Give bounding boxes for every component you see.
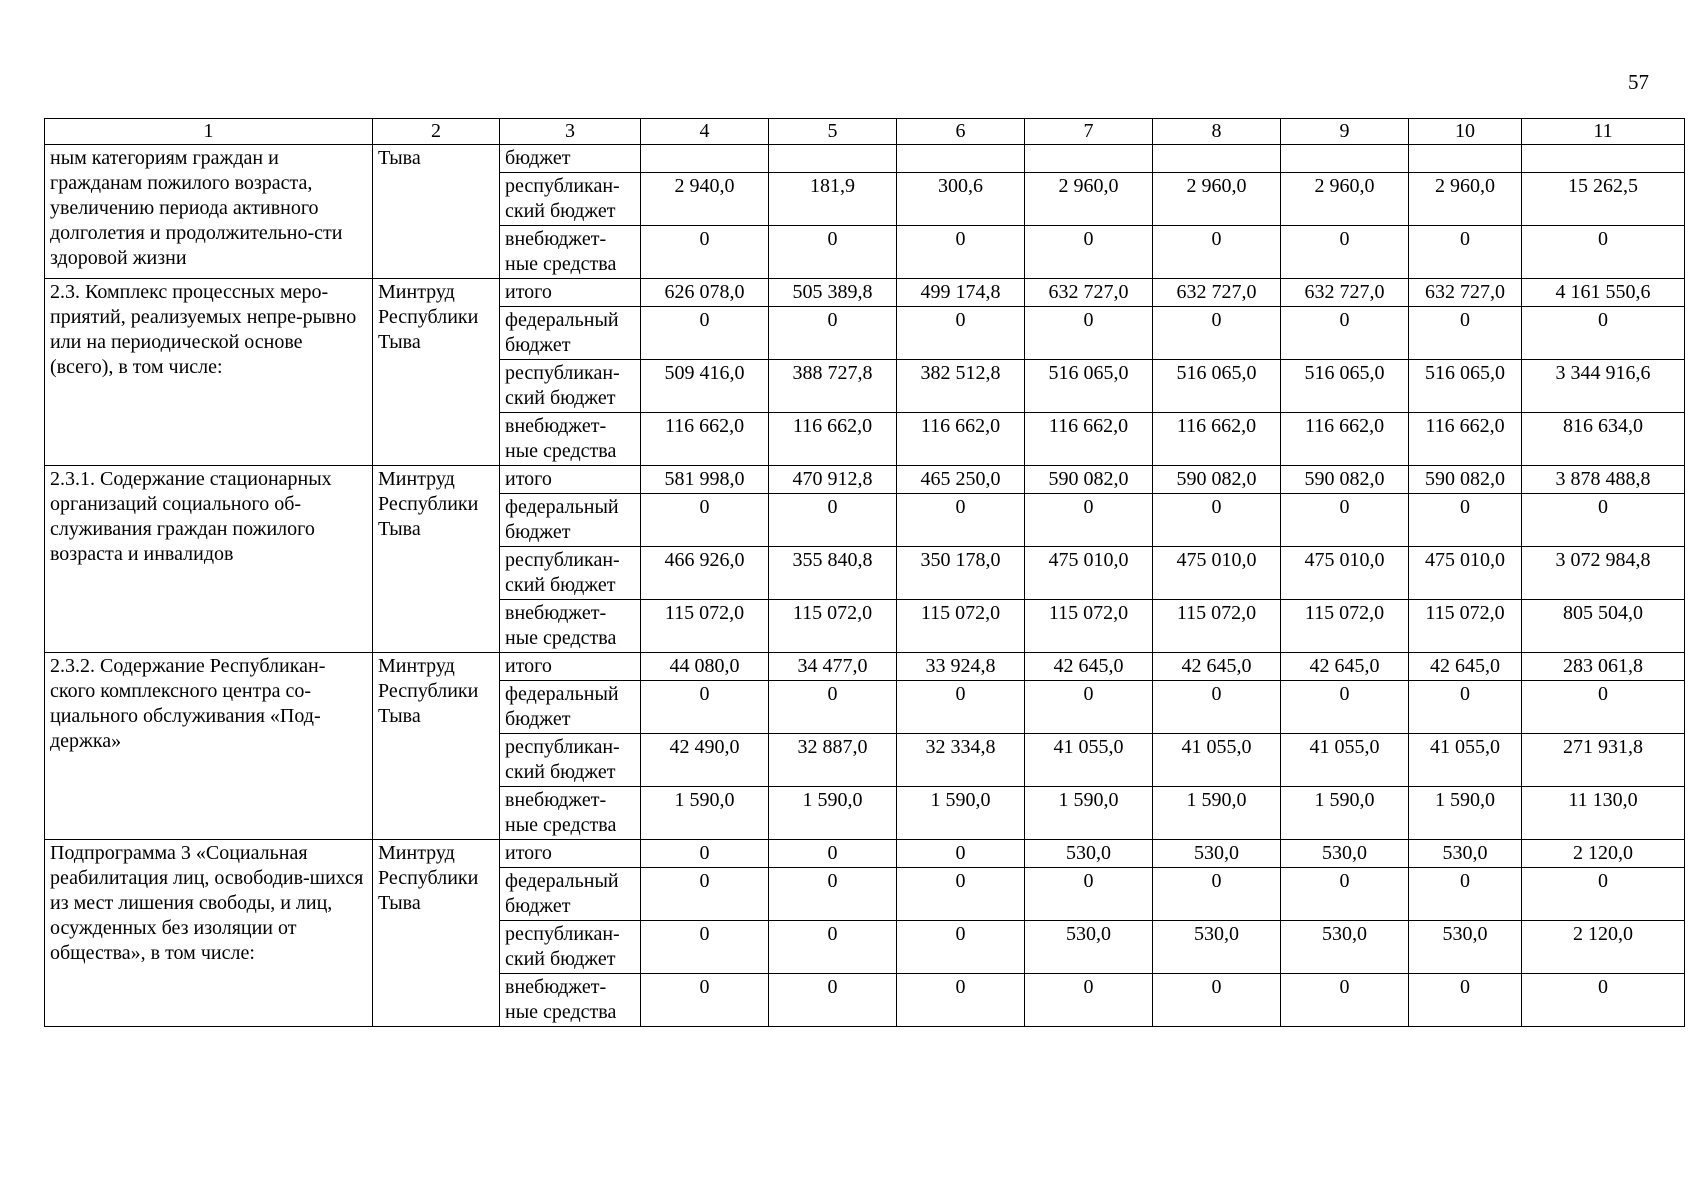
amount-cell: 271 931,8 — [1522, 734, 1685, 787]
amount-cell: 115 072,0 — [769, 600, 897, 653]
amount-cell: 0 — [1281, 226, 1409, 279]
amount-cell: 0 — [641, 868, 769, 921]
amount-cell: 0 — [897, 226, 1025, 279]
amount-cell: 382 512,8 — [897, 360, 1025, 413]
amount-cell: 505 389,8 — [769, 279, 897, 307]
executor: Минтруд Республики Тыва — [373, 279, 500, 466]
executor: Минтруд Республики Тыва — [373, 653, 500, 840]
activity-name: 2.3. Комплекс процессных меро-приятий, реализуемых непре-рывно или на периодической основе (всего), в том числе: — [45, 279, 373, 466]
column-number: 5 — [769, 119, 897, 145]
page-number: 57 — [1628, 70, 1649, 94]
amount-cell: 34 477,0 — [769, 653, 897, 681]
funding-source: федеральный бюджет — [500, 307, 641, 360]
amount-cell — [1025, 145, 1153, 173]
amount-cell: 11 130,0 — [1522, 787, 1685, 840]
funding-source: внебюджет-ные средства — [500, 787, 641, 840]
amount-cell: 115 072,0 — [641, 600, 769, 653]
funding-source: бюджет — [500, 145, 641, 173]
amount-cell — [1409, 145, 1522, 173]
amount-cell: 350 178,0 — [897, 547, 1025, 600]
amount-cell: 2 960,0 — [1153, 173, 1281, 226]
amount-cell: 2 120,0 — [1522, 840, 1685, 868]
funding-source: федеральный бюджет — [500, 681, 641, 734]
table-row — [45, 466, 1685, 494]
funding-source: итого — [500, 840, 641, 868]
amount-cell: 0 — [641, 226, 769, 279]
column-number-row — [45, 119, 1685, 145]
amount-cell: 0 — [641, 681, 769, 734]
amount-cell: 516 065,0 — [1281, 360, 1409, 413]
amount-cell: 0 — [1281, 494, 1409, 547]
amount-cell: 0 — [1025, 868, 1153, 921]
amount-cell: 530,0 — [1281, 921, 1409, 974]
column-number: 4 — [641, 119, 769, 145]
amount-cell: 0 — [1153, 226, 1281, 279]
amount-cell: 283 061,8 — [1522, 653, 1685, 681]
amount-cell: 530,0 — [1025, 921, 1153, 974]
funding-source: республикан-ский бюджет — [500, 734, 641, 787]
amount-cell: 3 344 916,6 — [1522, 360, 1685, 413]
budget-table — [44, 118, 1685, 1027]
amount-cell: 0 — [1153, 974, 1281, 1027]
amount-cell: 116 662,0 — [897, 413, 1025, 466]
amount-cell: 0 — [897, 840, 1025, 868]
amount-cell: 0 — [897, 494, 1025, 547]
amount-cell: 0 — [1281, 974, 1409, 1027]
amount-cell — [1522, 145, 1685, 173]
amount-cell: 0 — [1281, 868, 1409, 921]
table-row — [45, 840, 1685, 868]
activity-name: 2.3.1. Содержание стационарных организаций социального об-служивания граждан пожилого возраста и инвалидов — [45, 466, 373, 653]
funding-source: итого — [500, 279, 641, 307]
column-number: 2 — [373, 119, 500, 145]
amount-cell: 0 — [1153, 868, 1281, 921]
amount-cell: 0 — [897, 921, 1025, 974]
amount-cell: 475 010,0 — [1409, 547, 1522, 600]
amount-cell: 0 — [1522, 681, 1685, 734]
column-number: 11 — [1522, 119, 1685, 145]
amount-cell: 0 — [897, 974, 1025, 1027]
column-number: 10 — [1409, 119, 1522, 145]
amount-cell: 632 727,0 — [1281, 279, 1409, 307]
amount-cell — [1281, 145, 1409, 173]
amount-cell: 115 072,0 — [1409, 600, 1522, 653]
amount-cell: 0 — [1025, 226, 1153, 279]
amount-cell: 41 055,0 — [1281, 734, 1409, 787]
amount-cell: 0 — [769, 226, 897, 279]
amount-cell: 42 645,0 — [1153, 653, 1281, 681]
amount-cell: 115 072,0 — [1281, 600, 1409, 653]
amount-cell: 0 — [897, 868, 1025, 921]
amount-cell: 32 887,0 — [769, 734, 897, 787]
column-number: 7 — [1025, 119, 1153, 145]
amount-cell: 116 662,0 — [1281, 413, 1409, 466]
amount-cell: 4 161 550,6 — [1522, 279, 1685, 307]
funding-source: республикан-ский бюджет — [500, 360, 641, 413]
funding-source: республикан-ский бюджет — [500, 921, 641, 974]
amount-cell: 0 — [897, 681, 1025, 734]
amount-cell: 816 634,0 — [1522, 413, 1685, 466]
amount-cell: 355 840,8 — [769, 547, 897, 600]
amount-cell: 466 926,0 — [641, 547, 769, 600]
amount-cell: 0 — [1025, 494, 1153, 547]
amount-cell: 2 940,0 — [641, 173, 769, 226]
amount-cell: 0 — [641, 494, 769, 547]
activity-name: ным категориям граждан и гражданам пожилого возраста, увеличению периода активного долголетия и продолжительно-сти здоровой жизни — [45, 145, 373, 279]
amount-cell: 116 662,0 — [1025, 413, 1153, 466]
column-number: 6 — [897, 119, 1025, 145]
amount-cell: 0 — [1409, 226, 1522, 279]
amount-cell: 475 010,0 — [1153, 547, 1281, 600]
column-number: 8 — [1153, 119, 1281, 145]
amount-cell: 530,0 — [1153, 840, 1281, 868]
amount-cell: 0 — [641, 307, 769, 360]
amount-cell — [641, 145, 769, 173]
amount-cell: 42 645,0 — [1025, 653, 1153, 681]
amount-cell: 0 — [1522, 974, 1685, 1027]
amount-cell: 115 072,0 — [1153, 600, 1281, 653]
amount-cell: 3 072 984,8 — [1522, 547, 1685, 600]
amount-cell: 0 — [1025, 307, 1153, 360]
column-number: 3 — [500, 119, 641, 145]
amount-cell: 0 — [1522, 868, 1685, 921]
amount-cell: 0 — [1281, 307, 1409, 360]
amount-cell: 475 010,0 — [1281, 547, 1409, 600]
amount-cell: 116 662,0 — [1409, 413, 1522, 466]
amount-cell: 530,0 — [1153, 921, 1281, 974]
table-body — [45, 145, 1685, 1027]
amount-cell: 530,0 — [1409, 840, 1522, 868]
amount-cell: 42 645,0 — [1409, 653, 1522, 681]
funding-source: республикан-ский бюджет — [500, 173, 641, 226]
amount-cell: 2 960,0 — [1025, 173, 1153, 226]
activity-name: 2.3.2. Содержание Республикан-ского комплексного центра со-циального обслуживания «Под-держка» — [45, 653, 373, 840]
amount-cell: 33 924,8 — [897, 653, 1025, 681]
amount-cell: 0 — [769, 840, 897, 868]
amount-cell: 0 — [641, 974, 769, 1027]
amount-cell: 41 055,0 — [1409, 734, 1522, 787]
amount-cell: 44 080,0 — [641, 653, 769, 681]
funding-source: федеральный бюджет — [500, 868, 641, 921]
amount-cell: 116 662,0 — [641, 413, 769, 466]
amount-cell: 2 120,0 — [1522, 921, 1685, 974]
amount-cell: 0 — [1409, 681, 1522, 734]
amount-cell: 1 590,0 — [1409, 787, 1522, 840]
amount-cell: 116 662,0 — [1153, 413, 1281, 466]
amount-cell: 1 590,0 — [769, 787, 897, 840]
amount-cell: 388 727,8 — [769, 360, 897, 413]
amount-cell: 115 072,0 — [897, 600, 1025, 653]
amount-cell: 516 065,0 — [1025, 360, 1153, 413]
amount-cell: 115 072,0 — [1025, 600, 1153, 653]
amount-cell: 626 078,0 — [641, 279, 769, 307]
amount-cell: 590 082,0 — [1281, 466, 1409, 494]
amount-cell: 0 — [769, 307, 897, 360]
amount-cell: 530,0 — [1025, 840, 1153, 868]
amount-cell: 2 960,0 — [1281, 173, 1409, 226]
amount-cell: 0 — [769, 921, 897, 974]
amount-cell: 0 — [1409, 494, 1522, 547]
amount-cell: 805 504,0 — [1522, 600, 1685, 653]
amount-cell: 0 — [1025, 974, 1153, 1027]
column-number: 9 — [1281, 119, 1409, 145]
table-row — [45, 653, 1685, 681]
executor: Минтруд Республики Тыва — [373, 466, 500, 653]
amount-cell: 42 490,0 — [641, 734, 769, 787]
executor: Минтруд Республики Тыва — [373, 840, 500, 1027]
amount-cell: 41 055,0 — [1025, 734, 1153, 787]
amount-cell: 632 727,0 — [1409, 279, 1522, 307]
funding-source: внебюджет-ные средства — [500, 226, 641, 279]
amount-cell: 42 645,0 — [1281, 653, 1409, 681]
funding-source: федеральный бюджет — [500, 494, 641, 547]
amount-cell: 41 055,0 — [1153, 734, 1281, 787]
amount-cell: 590 082,0 — [1409, 466, 1522, 494]
amount-cell: 0 — [1522, 307, 1685, 360]
amount-cell: 0 — [1281, 681, 1409, 734]
amount-cell: 0 — [1025, 681, 1153, 734]
amount-cell: 0 — [769, 494, 897, 547]
funding-source: итого — [500, 653, 641, 681]
amount-cell: 516 065,0 — [1409, 360, 1522, 413]
amount-cell: 465 250,0 — [897, 466, 1025, 494]
amount-cell: 0 — [769, 974, 897, 1027]
amount-cell: 590 082,0 — [1025, 466, 1153, 494]
amount-cell: 530,0 — [1281, 840, 1409, 868]
amount-cell: 32 334,8 — [897, 734, 1025, 787]
amount-cell: 116 662,0 — [769, 413, 897, 466]
amount-cell: 530,0 — [1409, 921, 1522, 974]
amount-cell: 2 960,0 — [1409, 173, 1522, 226]
amount-cell: 0 — [1153, 307, 1281, 360]
amount-cell: 1 590,0 — [1281, 787, 1409, 840]
amount-cell: 181,9 — [769, 173, 897, 226]
amount-cell — [1153, 145, 1281, 173]
amount-cell: 3 878 488,8 — [1522, 466, 1685, 494]
amount-cell: 0 — [1153, 681, 1281, 734]
amount-cell — [897, 145, 1025, 173]
funding-source: внебюджет-ные средства — [500, 974, 641, 1027]
funding-source: внебюджет-ные средства — [500, 600, 641, 653]
amount-cell: 1 590,0 — [897, 787, 1025, 840]
amount-cell: 509 416,0 — [641, 360, 769, 413]
amount-cell: 0 — [1153, 494, 1281, 547]
amount-cell: 632 727,0 — [1025, 279, 1153, 307]
amount-cell: 0 — [1522, 494, 1685, 547]
amount-cell: 499 174,8 — [897, 279, 1025, 307]
amount-cell: 0 — [769, 681, 897, 734]
funding-source: внебюджет-ные средства — [500, 413, 641, 466]
amount-cell: 1 590,0 — [641, 787, 769, 840]
amount-cell: 470 912,8 — [769, 466, 897, 494]
funding-source: республикан-ский бюджет — [500, 547, 641, 600]
table-row — [45, 279, 1685, 307]
amount-cell: 0 — [897, 307, 1025, 360]
table-row — [45, 145, 1685, 173]
amount-cell — [769, 145, 897, 173]
amount-cell: 1 590,0 — [1153, 787, 1281, 840]
amount-cell: 0 — [769, 868, 897, 921]
activity-name: Подпрограмма 3 «Социальная реабилитация лиц, освободив-шихся из мест лишения свободы, и лиц, осужденных без изоляции от общества», в том числе: — [45, 840, 373, 1027]
funding-source: итого — [500, 466, 641, 494]
amount-cell: 0 — [641, 840, 769, 868]
amount-cell: 0 — [1409, 307, 1522, 360]
amount-cell: 0 — [1522, 226, 1685, 279]
amount-cell: 475 010,0 — [1025, 547, 1153, 600]
amount-cell: 0 — [641, 921, 769, 974]
column-number: 1 — [45, 119, 373, 145]
amount-cell: 516 065,0 — [1153, 360, 1281, 413]
executor: Тыва — [373, 145, 500, 279]
amount-cell: 1 590,0 — [1025, 787, 1153, 840]
amount-cell: 581 998,0 — [641, 466, 769, 494]
amount-cell: 0 — [1409, 974, 1522, 1027]
amount-cell: 15 262,5 — [1522, 173, 1685, 226]
amount-cell: 590 082,0 — [1153, 466, 1281, 494]
amount-cell: 632 727,0 — [1153, 279, 1281, 307]
amount-cell: 0 — [1409, 868, 1522, 921]
amount-cell: 300,6 — [897, 173, 1025, 226]
